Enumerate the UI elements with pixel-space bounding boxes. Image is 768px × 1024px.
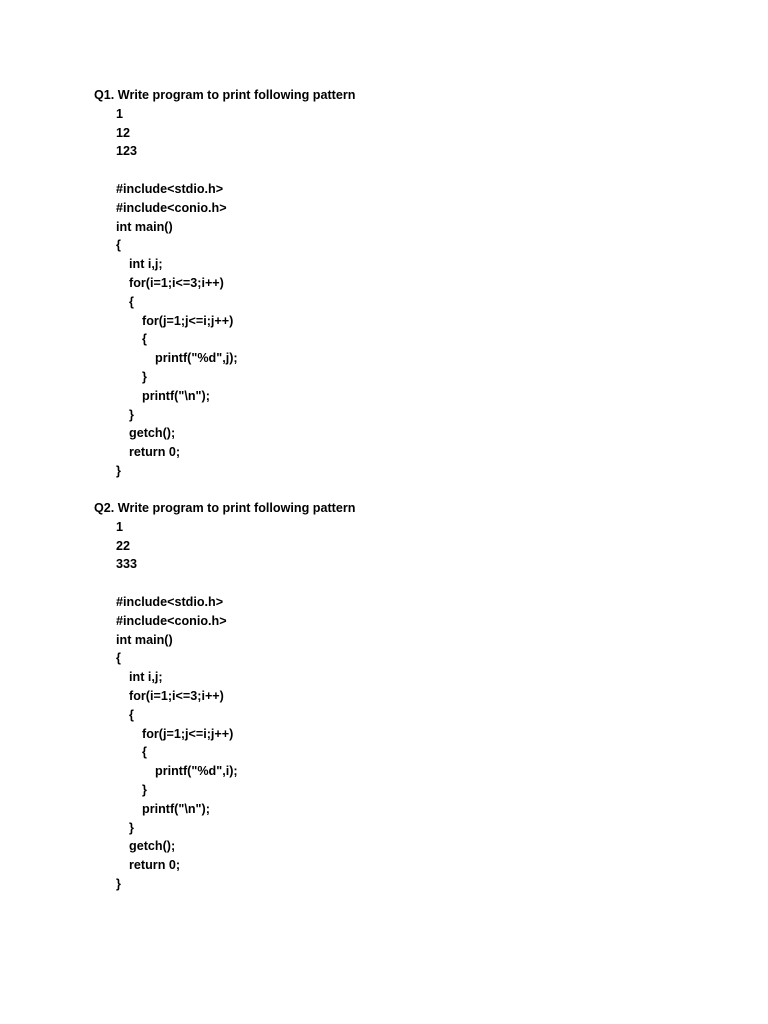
question-2-heading: Q2. Write program to print following pattern [94,501,356,515]
code-line: for(i=1;i<=3;i++) [129,275,224,290]
code-line: #include<stdio.h> [116,181,224,196]
code-line: } [142,782,147,797]
code-line: for(j=1;j<=i;j++) [142,726,234,741]
pattern-line: 1 [116,519,124,534]
spacer [94,161,714,180]
code-line: } [129,407,134,422]
code-line: } [129,820,134,835]
pattern-line: 1 [116,106,124,121]
code-line: } [142,369,147,384]
code-line: printf("%d",i); [155,764,238,779]
question-1-heading: Q1. Write program to print following pattern [94,88,356,102]
pattern-line: 22 [116,538,131,553]
code-line: { [116,238,121,253]
code-line: int i,j; [129,670,163,685]
code-line: printf("\n"); [142,801,210,816]
code-line: printf("%d",j); [155,351,238,366]
code-line: #include<conio.h> [116,613,227,628]
code-line: { [142,332,147,347]
code-line: for(j=1;j<=i;j++) [142,313,234,328]
code-line: int main() [116,632,173,647]
spacer [94,574,714,593]
code-line: int main() [116,219,173,234]
code-line: getch(); [129,839,176,854]
question-2 [94,499,714,894]
code-line: for(i=1;i<=3;i++) [129,688,224,703]
pattern-line: 333 [116,557,138,572]
pattern-line: 123 [116,144,138,159]
code-line: { [129,294,134,309]
code-line: } [116,463,121,478]
code-line: } [116,876,121,891]
code-line: return 0; [129,858,181,873]
code-line: { [142,745,147,760]
code-line: #include<conio.h> [116,200,227,215]
code-line: #include<stdio.h> [116,594,224,609]
code-line: return 0; [129,445,181,460]
pattern-line: 12 [116,125,131,140]
code-line: int i,j; [129,257,163,272]
code-line: getch(); [129,426,176,441]
question-1 [94,86,714,481]
code-line: { [116,651,121,666]
code-line: { [129,707,134,722]
code-line: printf("\n"); [142,388,210,403]
